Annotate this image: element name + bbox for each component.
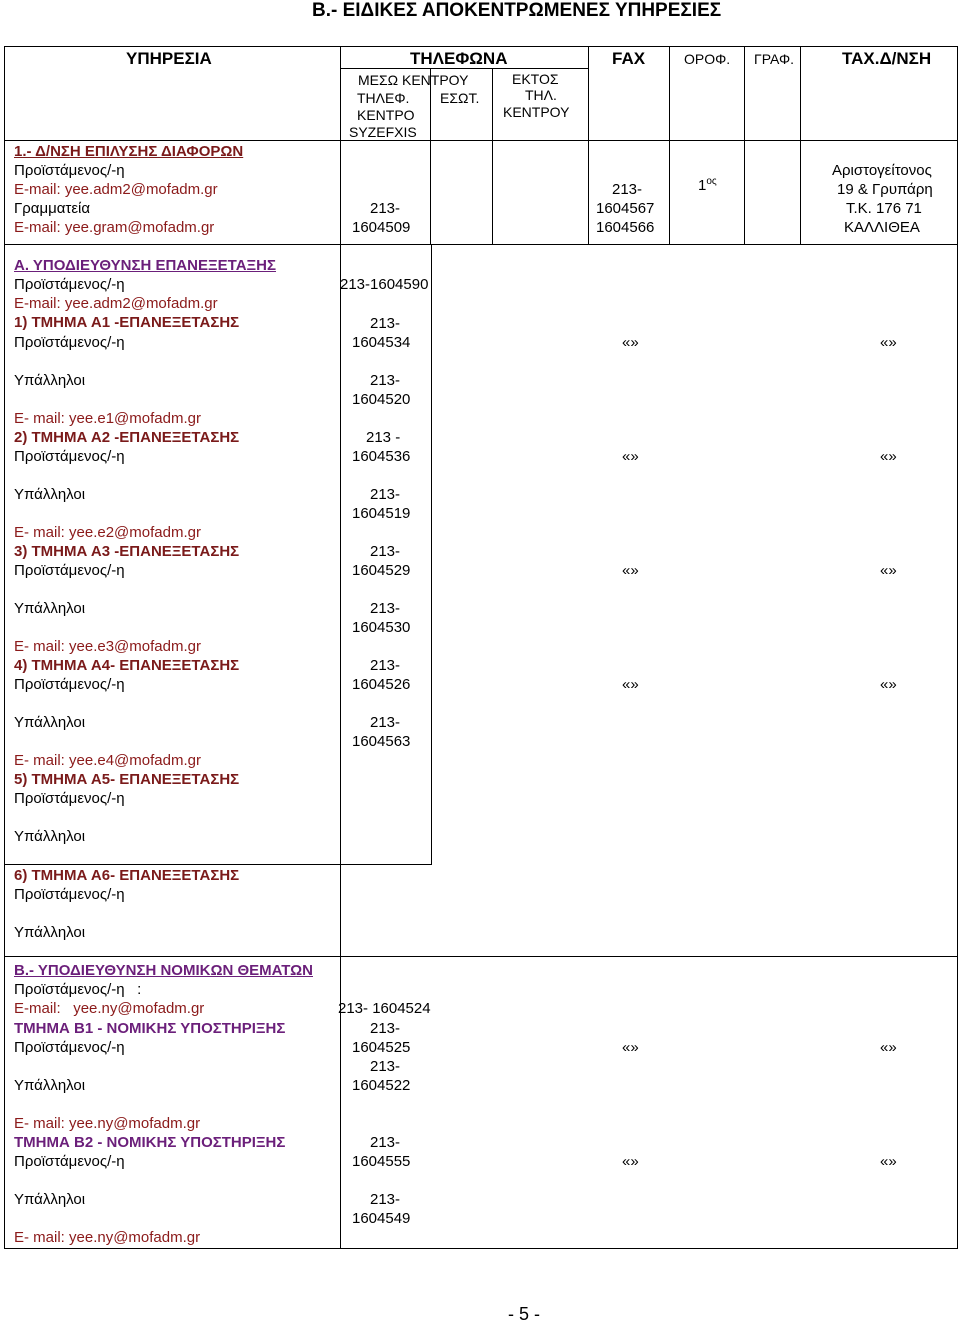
section1-fax-3: 1604566	[596, 219, 655, 236]
a1-phone1a: 213-	[370, 315, 401, 332]
a2-phone2a: 213-	[370, 486, 401, 503]
b2-title-b: - ΝΟΜΙΚΗΣ ΥΠΟΣΤΗΡΙΞΗΣ	[93, 1134, 286, 1151]
a1-head: Προϊστάμενος/-η	[14, 334, 125, 351]
subB-email-label: E-mail:	[14, 1000, 61, 1017]
header-outside-1: ΕΚΤΟΣ	[512, 71, 559, 87]
b2-phone2b: 1604549	[352, 1210, 411, 1227]
b1-phone1b: 1604525	[352, 1039, 411, 1056]
section1-email2[interactable]: E-mail: yee.gram@mofadm.gr	[14, 219, 215, 236]
a3-phone1a: 213-	[370, 543, 401, 560]
subA-box-right	[431, 244, 432, 865]
a6-title: 6) ΤΜΗΜΑ Α6- ΕΠΑΝΕΞΕΤΑΣΗΣ	[14, 867, 240, 884]
header-fax: FAX	[612, 49, 646, 68]
a1-email[interactable]: E- mail: yee.e1@mofadm.gr	[14, 410, 201, 427]
page-number: - 5 -	[508, 1304, 541, 1324]
subA-box-bottom	[340, 864, 432, 865]
a4-head: Προϊστάμενος/-η	[14, 676, 125, 693]
section1-phone-2: 1604509	[352, 219, 411, 236]
a4-staff: Υπάλληλοι	[14, 714, 86, 731]
header-phones: ΤΗΛΕΦΩΝΑ	[410, 49, 508, 68]
section1-head: Προϊστάμενος/-η	[14, 162, 125, 179]
b2-phone2a: 213-	[370, 1191, 401, 1208]
row-divider	[430, 140, 431, 244]
b1-email[interactable]: E- mail: yee.ny@mofadm.gr	[14, 1115, 201, 1132]
header-center-phone-2: ΚΕΝΤΡΟ	[357, 107, 415, 123]
header-outside-2: ΤΗΛ.	[525, 87, 557, 103]
a1-phone2a: 213-	[370, 372, 401, 389]
page-title: Β.- ΕΙΔΙΚΕΣ ΑΠΟΚΕΝΤΡΩΜΕΝΕΣ ΥΠΗΡΕΣΙΕΣ	[312, 0, 722, 21]
subA-title: Α. ΥΠΟΔΙΕΥΘΥΝΣΗ ΕΠΑΝΕΞΕΤΑΞΗΣ	[14, 257, 277, 274]
b1-staff: Υπάλληλοι	[14, 1077, 86, 1094]
a3-phone1b: 1604529	[352, 562, 411, 579]
subB-title: Β.- ΥΠΟΔΙΕΥΘΥΝΣΗ ΝΟΜΙΚΩΝ ΘΕΜΑΤΩΝ	[14, 962, 313, 979]
subA-head-phone: 213-1604590	[340, 276, 429, 293]
a1-phone1b: 1604534	[352, 334, 411, 351]
a6-head: Προϊστάμενος/-η	[14, 886, 125, 903]
a6-staff: Υπάλληλοι	[14, 924, 86, 941]
a2-phone1a: 213 -	[366, 429, 401, 446]
b1-head: Προϊστάμενος/-η	[14, 1039, 125, 1056]
b1-ditto-address: «»	[880, 1039, 897, 1056]
a1-title: 1) ΤΜΗΜΑ Α1 -ΕΠΑΝΕΞΕΤΑΣΗΣ	[14, 314, 240, 331]
section1-addr-1: Αριστογείτονος	[832, 162, 932, 179]
b2-ditto-floor: «»	[622, 1153, 639, 1170]
a2-staff: Υπάλληλοι	[14, 486, 86, 503]
a4-ditto-floor: «»	[622, 676, 639, 693]
a1-staff: Υπάλληλοι	[14, 372, 86, 389]
b1-title-b: - ΝΟΜΙΚΗΣ ΥΠΟΣΤΗΡΙΞΗΣ	[93, 1020, 286, 1037]
section1-divider	[4, 244, 958, 245]
subB-email	[14, 999, 204, 1018]
b2-staff: Υπάλληλοι	[14, 1191, 86, 1208]
section1-secretariat: Γραμματεία	[14, 200, 91, 217]
section1-floor-suffix: ος	[706, 176, 717, 187]
b2-email[interactable]: E- mail: yee.ny@mofadm.gr	[14, 1229, 201, 1246]
section1-addr-4: ΚΑΛΛΙΘΕΑ	[844, 219, 920, 236]
a3-phone2b: 1604530	[352, 619, 411, 636]
b2-phone1b: 1604555	[352, 1153, 411, 1170]
section1-title: 1.- Δ/ΝΣΗ ΕΠΙΛΥΣΗΣ ΔΙΑΦΟΡΩΝ	[14, 143, 244, 160]
a3-email[interactable]: E- mail: yee.e3@mofadm.gr	[14, 638, 201, 655]
subA-email[interactable]: E-mail: yee.adm2@mofadm.gr	[14, 295, 218, 312]
b1-title-a: ΤΜΗΜΑ Β1	[14, 1020, 94, 1037]
col-divider-office	[744, 46, 745, 244]
a3-phone2a: 213-	[370, 600, 401, 617]
header-via-center: ΜΕΣΩ ΚΕΝΤΡΟΥ	[358, 72, 469, 88]
a2-ditto-floor: «»	[622, 448, 639, 465]
header-center-phone-1: ΤΗΛΕΦ.	[357, 90, 410, 106]
a2-phone1b: 1604536	[352, 448, 411, 465]
subB-head-phone: 213- 1604524	[338, 1000, 431, 1017]
b1-phone1a: 213-	[370, 1020, 401, 1037]
a1-ditto-floor: «»	[622, 334, 639, 351]
header-office: ΓΡΑΦ.	[754, 51, 795, 67]
header-center-phone-3: SYZEFXIS	[349, 124, 417, 140]
b1-phone2b: 1604522	[352, 1077, 411, 1094]
col-divider-floor	[669, 46, 670, 244]
a5-title: 5) ΤΜΗΜΑ Α5- ΕΠΑΝΕΞΕΤΑΣΗΣ	[14, 771, 240, 788]
a2-phone2b: 1604519	[352, 505, 411, 522]
a3-ditto-address: «»	[880, 562, 897, 579]
section1-email1[interactable]: E-mail: yee.adm2@mofadm.gr	[14, 181, 218, 198]
a4-phone2b: 1604563	[352, 733, 411, 750]
subA-head: Προϊστάμενος/-η	[14, 276, 125, 293]
section1-addr-3: Τ.Κ. 176 71	[846, 200, 922, 217]
phones-subheader-divider	[340, 68, 588, 69]
subB-email-address[interactable]: yee.ny@mofadm.gr	[73, 1000, 205, 1017]
section1-floor-number: 1	[698, 177, 707, 194]
b2-title-a: ΤΜΗΜΑ Β2	[14, 1134, 94, 1151]
b2-phone1a: 213-	[370, 1134, 401, 1151]
col-divider-phones	[340, 46, 341, 1249]
a4-ditto-address: «»	[880, 676, 897, 693]
a2-ditto-address: «»	[880, 448, 897, 465]
section1-phone-1: 213-	[370, 200, 401, 217]
a3-head: Προϊστάμενος/-η	[14, 562, 125, 579]
col-divider-fax	[588, 46, 589, 244]
b1-phone2a: 213-	[370, 1058, 401, 1075]
a2-email[interactable]: E- mail: yee.e2@mofadm.gr	[14, 524, 201, 541]
a4-title: 4) ΤΜΗΜΑ Α4- ΕΠΑΝΕΞΕΤΑΣΗΣ	[14, 657, 240, 674]
col-divider-outside	[492, 68, 493, 244]
col-divider-address	[800, 46, 801, 244]
a4-email[interactable]: E- mail: yee.e4@mofadm.gr	[14, 752, 201, 769]
subB-divider	[4, 956, 958, 957]
section1-fax-1: 213-	[612, 181, 643, 198]
a2-title: 2) ΤΜΗΜΑ Α2 -ΕΠΑΝΕΞΕΤΑΣΗΣ	[14, 429, 240, 446]
a6-divider	[4, 864, 341, 865]
b1-title	[14, 1019, 285, 1038]
b2-title	[14, 1133, 285, 1152]
a1-ditto-address: «»	[880, 334, 897, 351]
section1-addr-2: 19 & Γρυπάρη	[837, 181, 933, 198]
a4-phone2a: 213-	[370, 714, 401, 731]
a4-phone1a: 213-	[370, 657, 401, 674]
header-divider	[4, 140, 958, 141]
section1-floor	[698, 172, 717, 195]
header-outside-3: ΚΕΝΤΡΟΥ	[503, 104, 570, 120]
b1-ditto-floor: «»	[622, 1039, 639, 1056]
section1-fax-2: 1604567	[596, 200, 655, 217]
a4-phone1b: 1604526	[352, 676, 411, 693]
a2-head: Προϊστάμενος/-η	[14, 448, 125, 465]
header-address: ΤΑΧ.Δ/ΝΣΗ	[842, 49, 932, 68]
b2-ditto-address: «»	[880, 1153, 897, 1170]
header-floor: ΟΡΟΦ.	[684, 51, 731, 67]
subB-head: Προϊστάμενος/-η :	[14, 981, 142, 998]
b2-head: Προϊστάμενος/-η	[14, 1153, 125, 1170]
header-internal: ΕΣΩΤ.	[440, 90, 480, 106]
a3-staff: Υπάλληλοι	[14, 600, 86, 617]
a5-head: Προϊστάμενος/-η	[14, 790, 125, 807]
a5-staff: Υπάλληλοι	[14, 828, 86, 845]
a3-title: 3) ΤΜΗΜΑ Α3 -ΕΠΑΝΕΞΕΤΑΣΗΣ	[14, 543, 240, 560]
header-service: ΥΠΗΡΕΣΙΑ	[126, 49, 212, 68]
a1-phone2b: 1604520	[352, 391, 411, 408]
a3-ditto-floor: «»	[622, 562, 639, 579]
